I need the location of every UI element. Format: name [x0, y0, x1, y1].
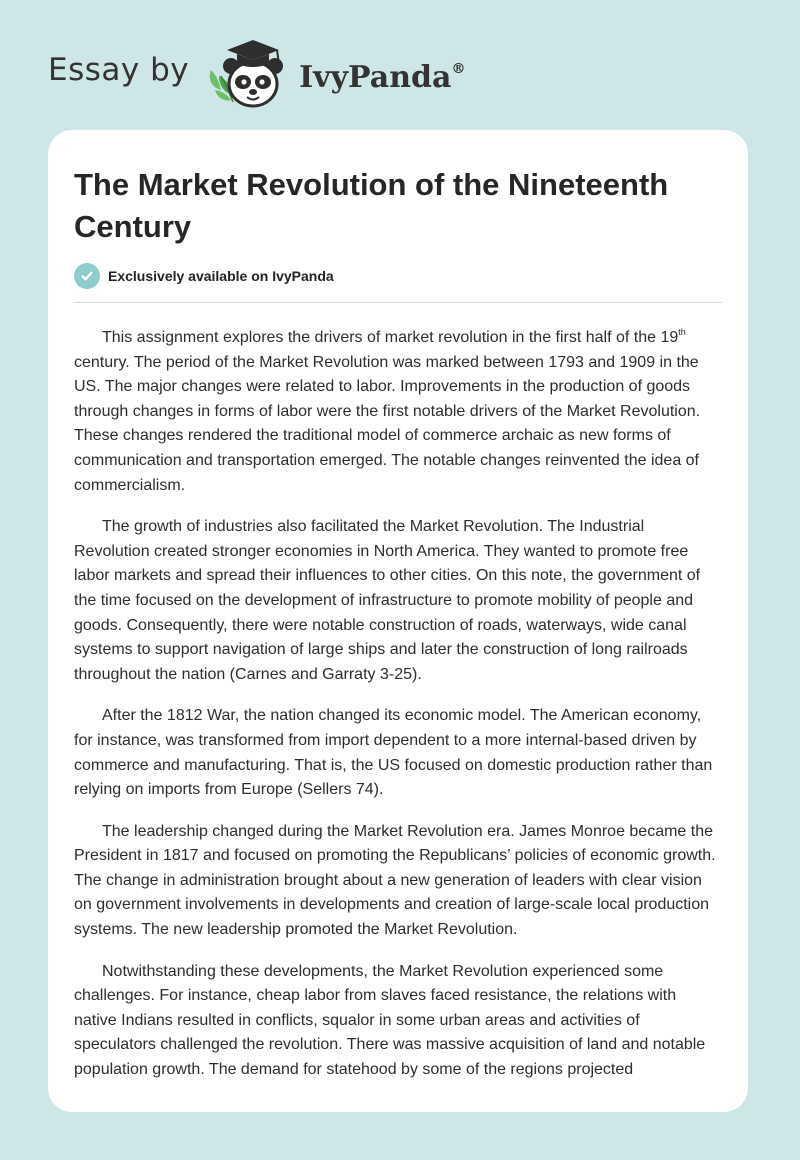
panda-mascot-icon: [207, 36, 293, 110]
ordinal-superscript: th: [678, 327, 686, 337]
site-logo[interactable]: [48, 36, 508, 110]
paragraph: The growth of industries also facilitated the Market Revolution. The Industrial Revolution created stronger economies in North America. They wanted to promote free labor markets and spread their influences to other cities. On this note, the government of the time focused on the development of infrastructure to promote mobility of people and goods. Consequently, there were notable construction of roads, waterways, wide canal systems to support navigation of large ships and later the construction of long railroads throughout the nation (Carnes and Garraty 3-25).: [74, 518, 701, 683]
paragraph: The leadership changed during the Market Revolution era. James Monroe became the President in 1817 and focused on promoting the Republicans’ policies of economic growth. The change in administration brought about a new generation of leaders with clear vision on government involvements in developments and creation of large-scale local production systems. The new leadership promoted the Market Revolution.: [74, 822, 716, 939]
paragraph: Notwithstanding these developments, the Market Revolution experienced some challenges. For instance, cheap labor from slaves faced resistance, the relations with native Indians resulted in conflicts, squalor in some urban areas and activities of speculators challenged the revolution. There was massive acquisition of land and notable population growth. The demand for statehood by some of the regions projected: [74, 962, 706, 1079]
paragraph: After the 1812 War, the nation changed its economic model. The American economy, for instance, was transformed from import dependent to a more internal-based driven by commerce and manufacturing. That is, the US focused on domestic production rather than relying on imports from Europe (Sellers 74).: [74, 707, 713, 799]
brand-prefix: Essay by: [48, 52, 190, 88]
registered-mark: ®: [451, 60, 466, 77]
badge-label: Exclusively available on IvyPanda: [108, 268, 334, 284]
brand-name: IvyPanda®: [299, 59, 466, 95]
essay-body: [74, 320, 722, 1100]
paragraph: This assignment explores the drivers of market revolution in the first half of the 19th century. The period of the Market Revolution was marked between 1793 and 1909 in the US. The major changes were related to labor. Improvements in the production of goods through changes in forms of labor were the first notable drivers of the Market Revolution. These changes rendered the traditional model of commerce archaic as new forms of communication and transportation emerged. The notable changes reinvented the idea of commercialism.: [74, 327, 701, 494]
checkmark-circle-icon: [74, 263, 100, 289]
essay-card: [48, 130, 748, 1112]
divider: [74, 302, 722, 303]
page-title: The Market Revolution of the Nineteenth Century: [74, 167, 669, 244]
exclusive-badge: [74, 263, 334, 289]
